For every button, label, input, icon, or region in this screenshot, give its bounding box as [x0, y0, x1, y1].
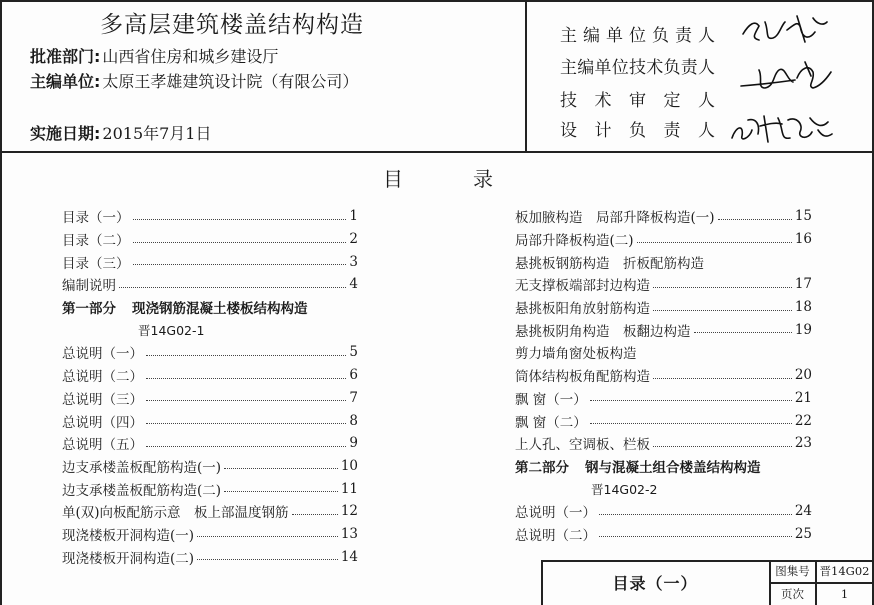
- toc-page-number: 7: [349, 389, 358, 406]
- resp-char: 单: [606, 26, 623, 46]
- toc-page-number: 13: [340, 525, 358, 542]
- toc-entry: [62, 273, 358, 296]
- toc-entry: [515, 273, 812, 296]
- toc-dot-leader: [653, 446, 792, 447]
- signature-1: [735, 12, 835, 46]
- toc-entry-title: 单(双)向板配筋示意 板上部温度钢筋: [62, 505, 289, 522]
- toc-entry-title: 晋14G02-1: [138, 322, 205, 338]
- toc-entry-title: 总说明（二）: [515, 527, 596, 544]
- toc-entry: [515, 205, 812, 228]
- date-value: 2015年7月1日: [102, 124, 212, 143]
- toc-dot-leader: [146, 378, 346, 379]
- toc-page-number: 20: [794, 367, 812, 384]
- toc-entry-title: 目录（二）: [62, 233, 130, 250]
- toc-left-column: [62, 205, 358, 568]
- toc-entry: [62, 523, 358, 546]
- toc-entry-title: 悬挑板钢筋构造 折板配筋构造: [515, 255, 704, 272]
- toc-entry: [62, 364, 358, 387]
- resp-chief-editor-tech-head: [560, 53, 715, 78]
- toc-dot-leader: [599, 514, 792, 515]
- resp-char: 技: [629, 58, 646, 78]
- toc-entry: [515, 500, 812, 523]
- date-label: 实施日期:: [30, 124, 101, 143]
- page-number-value: 1: [840, 587, 849, 601]
- toc-entry: [515, 432, 812, 455]
- resp-design-head: [560, 116, 715, 141]
- toc-entry-title: 无支撑板端部封边构造: [515, 278, 650, 295]
- editor-row: [30, 69, 358, 92]
- toc-entry-title: 飘 窗（一）: [515, 391, 587, 408]
- toc-entry-title: 总说明（二）: [62, 369, 143, 386]
- editor-value: 太原王孝雄建筑设计院（有限公司）: [102, 72, 359, 91]
- toc-entry: [62, 477, 358, 500]
- resp-char: 主: [560, 26, 577, 46]
- toc-entry-title: 现浇楼板开洞构造(二): [62, 550, 195, 567]
- toc-dot-leader: [197, 536, 338, 537]
- toc-dot-leader: [637, 242, 792, 243]
- toc-dot-leader: [718, 219, 792, 220]
- toc-page-number: 25: [794, 525, 812, 542]
- toc-page-number: 6: [349, 367, 358, 384]
- resp-char: 设: [560, 121, 577, 141]
- toc-entry: [515, 296, 812, 319]
- resp-char: 术: [594, 91, 612, 111]
- resp-char: 定: [663, 91, 681, 111]
- toc-entry-title: 飘 窗（二）: [515, 414, 587, 431]
- toc-page-number: 21: [794, 389, 812, 406]
- resp-char: 技: [560, 91, 577, 111]
- toc-dot-leader: [292, 514, 338, 515]
- toc-entry: [515, 364, 812, 387]
- toc-entry-title: 局部升降板构造(二): [515, 233, 634, 250]
- atlas-title: 多高层建筑楼盖结构构造: [100, 12, 364, 38]
- frame-right-line: [872, 0, 874, 605]
- toc-entry-title: 悬挑板阳角放射筋构造: [515, 301, 650, 318]
- toc-dot-leader: [197, 559, 338, 560]
- toc-entry-title: 总说明（一）: [515, 505, 596, 522]
- resp-char: 审: [629, 91, 646, 111]
- toc-entry-title: 边支承楼盖板配筋构造(二): [62, 482, 222, 499]
- header-column-divider: [525, 0, 527, 152]
- resp-char: 主: [560, 58, 577, 78]
- toc-entry: [62, 500, 358, 523]
- toc-sub-code: [515, 477, 812, 500]
- toc-entry-title: 第一部分: [62, 301, 116, 318]
- resp-char: 位: [611, 58, 629, 78]
- toc-entry-title: 边支承楼盖板配筋构造(一): [62, 459, 222, 476]
- toc-entry-title: 目录（三）: [62, 255, 130, 272]
- resp-char: 编: [577, 58, 595, 78]
- resp-char: 人: [698, 26, 715, 46]
- toc-dot-leader: [653, 378, 792, 379]
- frame-header-divider: [0, 151, 874, 153]
- toc-page-number: 24: [794, 503, 812, 520]
- toc-page-number: 23: [794, 435, 812, 452]
- toc-page-number: 4: [349, 276, 358, 293]
- toc-entry-title: 悬挑板阴角构造 板翻边构造: [515, 323, 691, 340]
- toc-entry: [62, 387, 358, 410]
- resp-char: 位: [629, 26, 646, 46]
- toc-page-number: 17: [794, 276, 812, 293]
- toc-dot-leader: [653, 310, 792, 311]
- toc-page-number: 2: [349, 231, 358, 248]
- toc-entry-title: 总说明（三）: [62, 391, 143, 408]
- toc-entry: [515, 409, 812, 432]
- toc-page-number: 15: [794, 208, 812, 225]
- resp-char: 责: [663, 121, 681, 141]
- toc-entry-title: 晋14G02-2: [591, 481, 658, 497]
- resp-char: 责: [680, 58, 698, 78]
- toc-entry: [62, 250, 358, 273]
- toc-dot-leader: [146, 400, 346, 401]
- toc-page-number: 10: [340, 457, 358, 474]
- toc-dot-leader: [133, 219, 347, 220]
- toc-heading: [383, 163, 493, 192]
- resp-char: 责: [675, 26, 692, 46]
- toc-dot-leader: [694, 332, 792, 333]
- toc-entry-title: 第二部分: [515, 459, 569, 476]
- approver-label: 批准部门:: [30, 47, 101, 66]
- toc-entry-title: 目录（一）: [62, 210, 130, 227]
- toc-dot-leader: [224, 468, 338, 469]
- toc-entry: [62, 205, 358, 228]
- frame-top-line: [0, 0, 874, 2]
- toc-dot-leader: [133, 242, 347, 243]
- toc-heading-char-2: 录: [473, 167, 493, 191]
- resp-technical-reviewer: [560, 86, 715, 111]
- toc-sub-code: [62, 318, 358, 341]
- resp-char: 人: [698, 58, 715, 78]
- frame-left-line: [0, 0, 2, 605]
- resp-char: 人: [698, 91, 715, 111]
- toc-page-number: 22: [794, 412, 812, 429]
- toc-page-number: 18: [794, 299, 812, 316]
- toc-entry-title: 筒体结构板角配筋构造: [515, 369, 650, 386]
- toc-dot-leader: [146, 446, 346, 447]
- toc-entry-title: 总说明（五）: [62, 437, 143, 454]
- toc-dot-leader: [590, 423, 792, 424]
- toc-section-heading: [515, 455, 812, 478]
- toc-dot-leader: [590, 400, 792, 401]
- effective-date-row: [30, 121, 212, 144]
- resp-char: 负: [652, 26, 669, 46]
- page-number-label: 页次: [781, 587, 804, 601]
- resp-char: 编: [583, 26, 600, 46]
- toc-entry: [515, 250, 812, 273]
- toc-dot-leader: [653, 287, 792, 288]
- atlas-number-value: 晋14G02: [819, 564, 870, 578]
- toc-entry-title: 上人孔、空调板、栏板: [515, 437, 650, 454]
- title-block: [541, 560, 874, 605]
- toc-entry: [515, 523, 812, 546]
- approver-row: [30, 44, 278, 67]
- toc-page-number: 1: [349, 208, 358, 225]
- toc-entry: [515, 341, 812, 364]
- toc-page-number: 5: [349, 344, 358, 361]
- toc-right-column: [515, 205, 812, 545]
- toc-page-number: 12: [340, 503, 358, 520]
- toc-dot-leader: [224, 491, 338, 492]
- toc-section-name: 钢与混凝土组合楼盖结构构造: [585, 459, 761, 476]
- toc-entry: [515, 228, 812, 251]
- approver-value: 山西省住房和城乡建设厅: [102, 47, 279, 66]
- resp-char: 负: [629, 121, 646, 141]
- toc-entry: [62, 228, 358, 251]
- toc-page-number: 8: [349, 412, 358, 429]
- resp-char: 术: [646, 58, 664, 78]
- toc-entry: [515, 318, 812, 341]
- toc-page-number: 11: [340, 480, 358, 497]
- toc-heading-char-1: 目: [383, 167, 403, 191]
- resp-char: 单: [594, 58, 612, 78]
- toc-dot-leader: [133, 264, 347, 265]
- toc-dot-leader: [146, 423, 346, 424]
- toc-section-name: 现浇钢筋混凝土楼板结构构造: [132, 301, 308, 318]
- toc-dot-leader: [146, 355, 346, 356]
- signature-3: [728, 108, 838, 146]
- toc-page-number: 3: [349, 253, 358, 270]
- toc-entry-title: 剪力墙角窗处板构造: [515, 346, 637, 363]
- toc-page-number: 19: [794, 321, 812, 338]
- resp-char: 人: [698, 121, 715, 141]
- toc-dot-leader: [599, 536, 792, 537]
- toc-entry: [515, 387, 812, 410]
- toc-page-number: 16: [794, 231, 812, 248]
- toc-page-number: 14: [340, 548, 358, 565]
- toc-entry: [62, 432, 358, 455]
- resp-chief-editor-unit-head: [560, 21, 715, 46]
- toc-entry-title: 板加腋构造 局部升降板构造(一): [515, 210, 715, 227]
- editor-label: 主编单位:: [30, 72, 101, 91]
- atlas-number-label: 图集号: [775, 564, 810, 578]
- toc-entry-title: 现浇楼板开洞构造(一): [62, 527, 195, 544]
- resp-char: 计: [594, 121, 612, 141]
- title-block-title: 目录（一）: [612, 574, 698, 593]
- toc-dot-leader: [119, 287, 346, 288]
- resp-char: 负: [663, 58, 681, 78]
- toc-entry: [62, 409, 358, 432]
- toc-entry-title: 总说明（四）: [62, 414, 143, 431]
- toc-entry-title: 总说明（一）: [62, 346, 143, 363]
- toc-entry: [62, 545, 358, 568]
- toc-entry: [62, 455, 358, 478]
- toc-section-heading: [62, 296, 358, 319]
- toc-page-number: 9: [349, 435, 358, 452]
- toc-entry: [62, 341, 358, 364]
- toc-entry-title: 编制说明: [62, 278, 116, 295]
- signature-2: [735, 58, 835, 94]
